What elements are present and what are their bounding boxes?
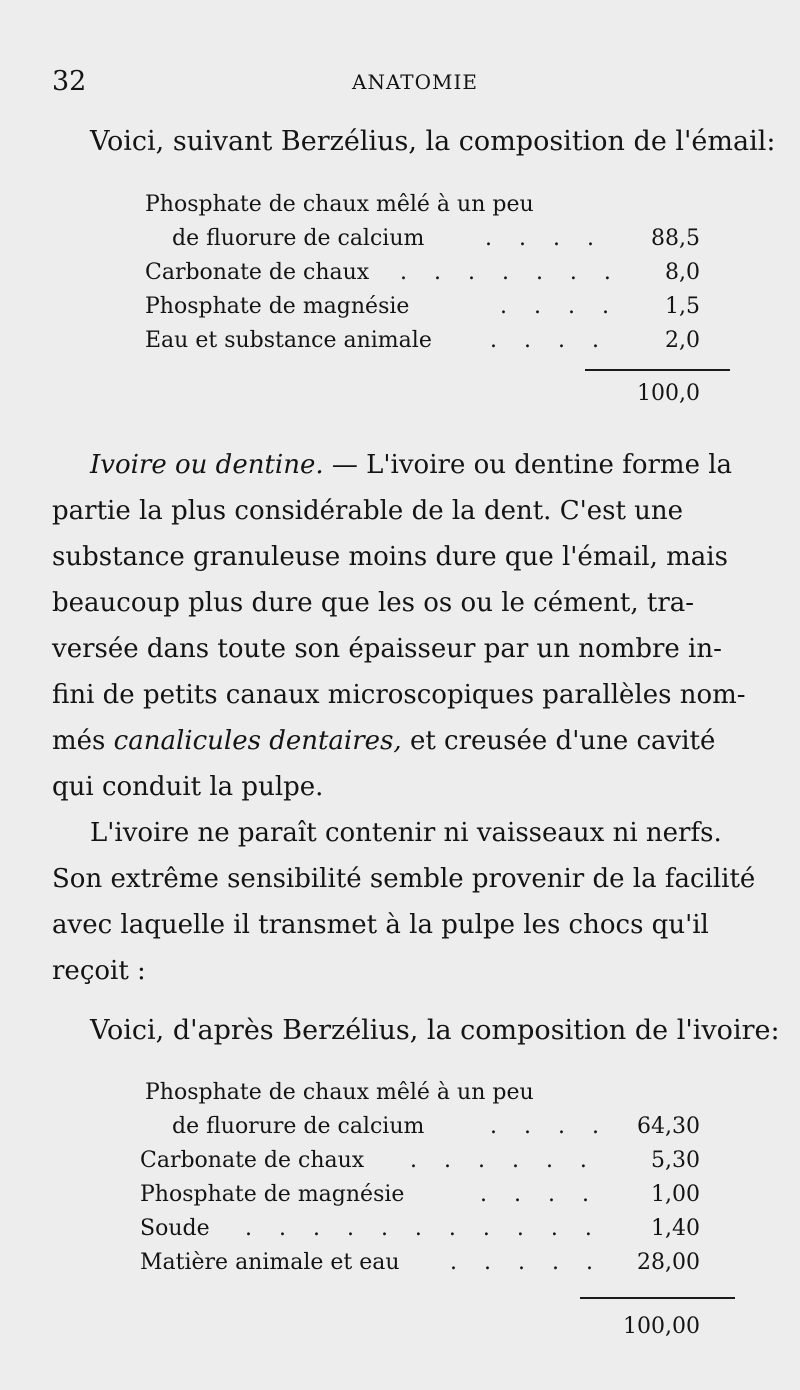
table-row-value: 64,30 <box>637 1114 700 1139</box>
sum-rule <box>580 1297 735 1299</box>
table-row-value: 1,00 <box>651 1182 700 1207</box>
table-row-label: de fluorure de calcium <box>172 226 425 251</box>
table-row-label: Phosphate de magnésie <box>140 1182 405 1207</box>
table-row-label: Matière animale et eau <box>140 1250 400 1275</box>
table-row-label: Phosphate de magnésie <box>145 294 410 319</box>
table-row-label: Carbonate de chaux <box>140 1148 365 1173</box>
table-row-label: Soude <box>140 1216 210 1241</box>
term-italic: canalicules dentaires, <box>113 726 402 756</box>
table-row-label: Carbonate de chaux <box>145 260 370 285</box>
ivoire-intro: Voici, d'après Berzélius, la composition de l'ivoire: <box>90 1015 780 1046</box>
running-title: ANATOMIE <box>352 70 479 94</box>
email-intro: Voici, suivant Berzélius, la composition de l'émail: <box>90 126 776 157</box>
table-total: 100,0 <box>637 381 700 406</box>
table-row-value: 1,40 <box>651 1216 700 1241</box>
sum-rule <box>585 369 730 371</box>
table-row-label: de fluorure de calcium <box>172 1114 425 1139</box>
table-row: Phosphate de chaux mêlé à un peu <box>145 1080 534 1105</box>
table-total: 100,00 <box>623 1314 700 1339</box>
table-row-value: 5,30 <box>651 1148 700 1173</box>
table-row-value: 2,0 <box>665 328 700 353</box>
table-row-label: Eau et substance animale <box>145 328 432 353</box>
table-row-value: 8,0 <box>665 260 700 285</box>
page-number: 32 <box>52 66 87 97</box>
table-row-value: 28,00 <box>637 1250 700 1275</box>
page-header <box>52 66 772 106</box>
table-row: Phosphate de chaux mêlé à un peu <box>145 192 534 217</box>
book-page: 32 ANATOMIE Voici, suivant Berzélius, la composition de l'émail: Phosphate de chaux mêlé à un peu de fluorure de calcium . . . . 88,5 Carbonate de chaux . . . . . . . 8,0 Phosphate de magnésie . . . . 1,5 Eau et substance animale . . . . 2,0 100,0 Ivoire ou dentine. — L'ivoire ou dentine forme la partie la plus considérable de la dent. C'est une substance granuleuse moins dure que l'émail, mais beaucoup plus dure que les os ou le cément, tra- versée dans toute son épaisseur par un nombre in- fini de petits canaux microscopiques parallèles nom- més canalicules dentaires, et creusée d'une cavité qui conduit la pulpe. L'ivoire ne paraît contenir ni vaisseaux ni nerfs. Son extrême sensibilité semble provenir de la facilité avec laquelle il transmet à la pulpe les chocs qu'il reçoit : Voici, d'après Berzélius, la composition de l'ivoire: Phosphate de chaux mêlé à un peu de fluorure de calcium . . . . 64,30 Carbonate de chaux . . . . . . 5,30 Phosphate de magnésie . . . . 1,00 Soude . . . . . . . . . . . 1,40 Matière animale et eau . . . . . 28,00 100,00 <box>0 0 800 1390</box>
table-row-value: 1,5 <box>665 294 700 319</box>
table-row-value: 88,5 <box>651 226 700 251</box>
section-heading: Ivoire ou dentine. — <box>90 450 358 480</box>
